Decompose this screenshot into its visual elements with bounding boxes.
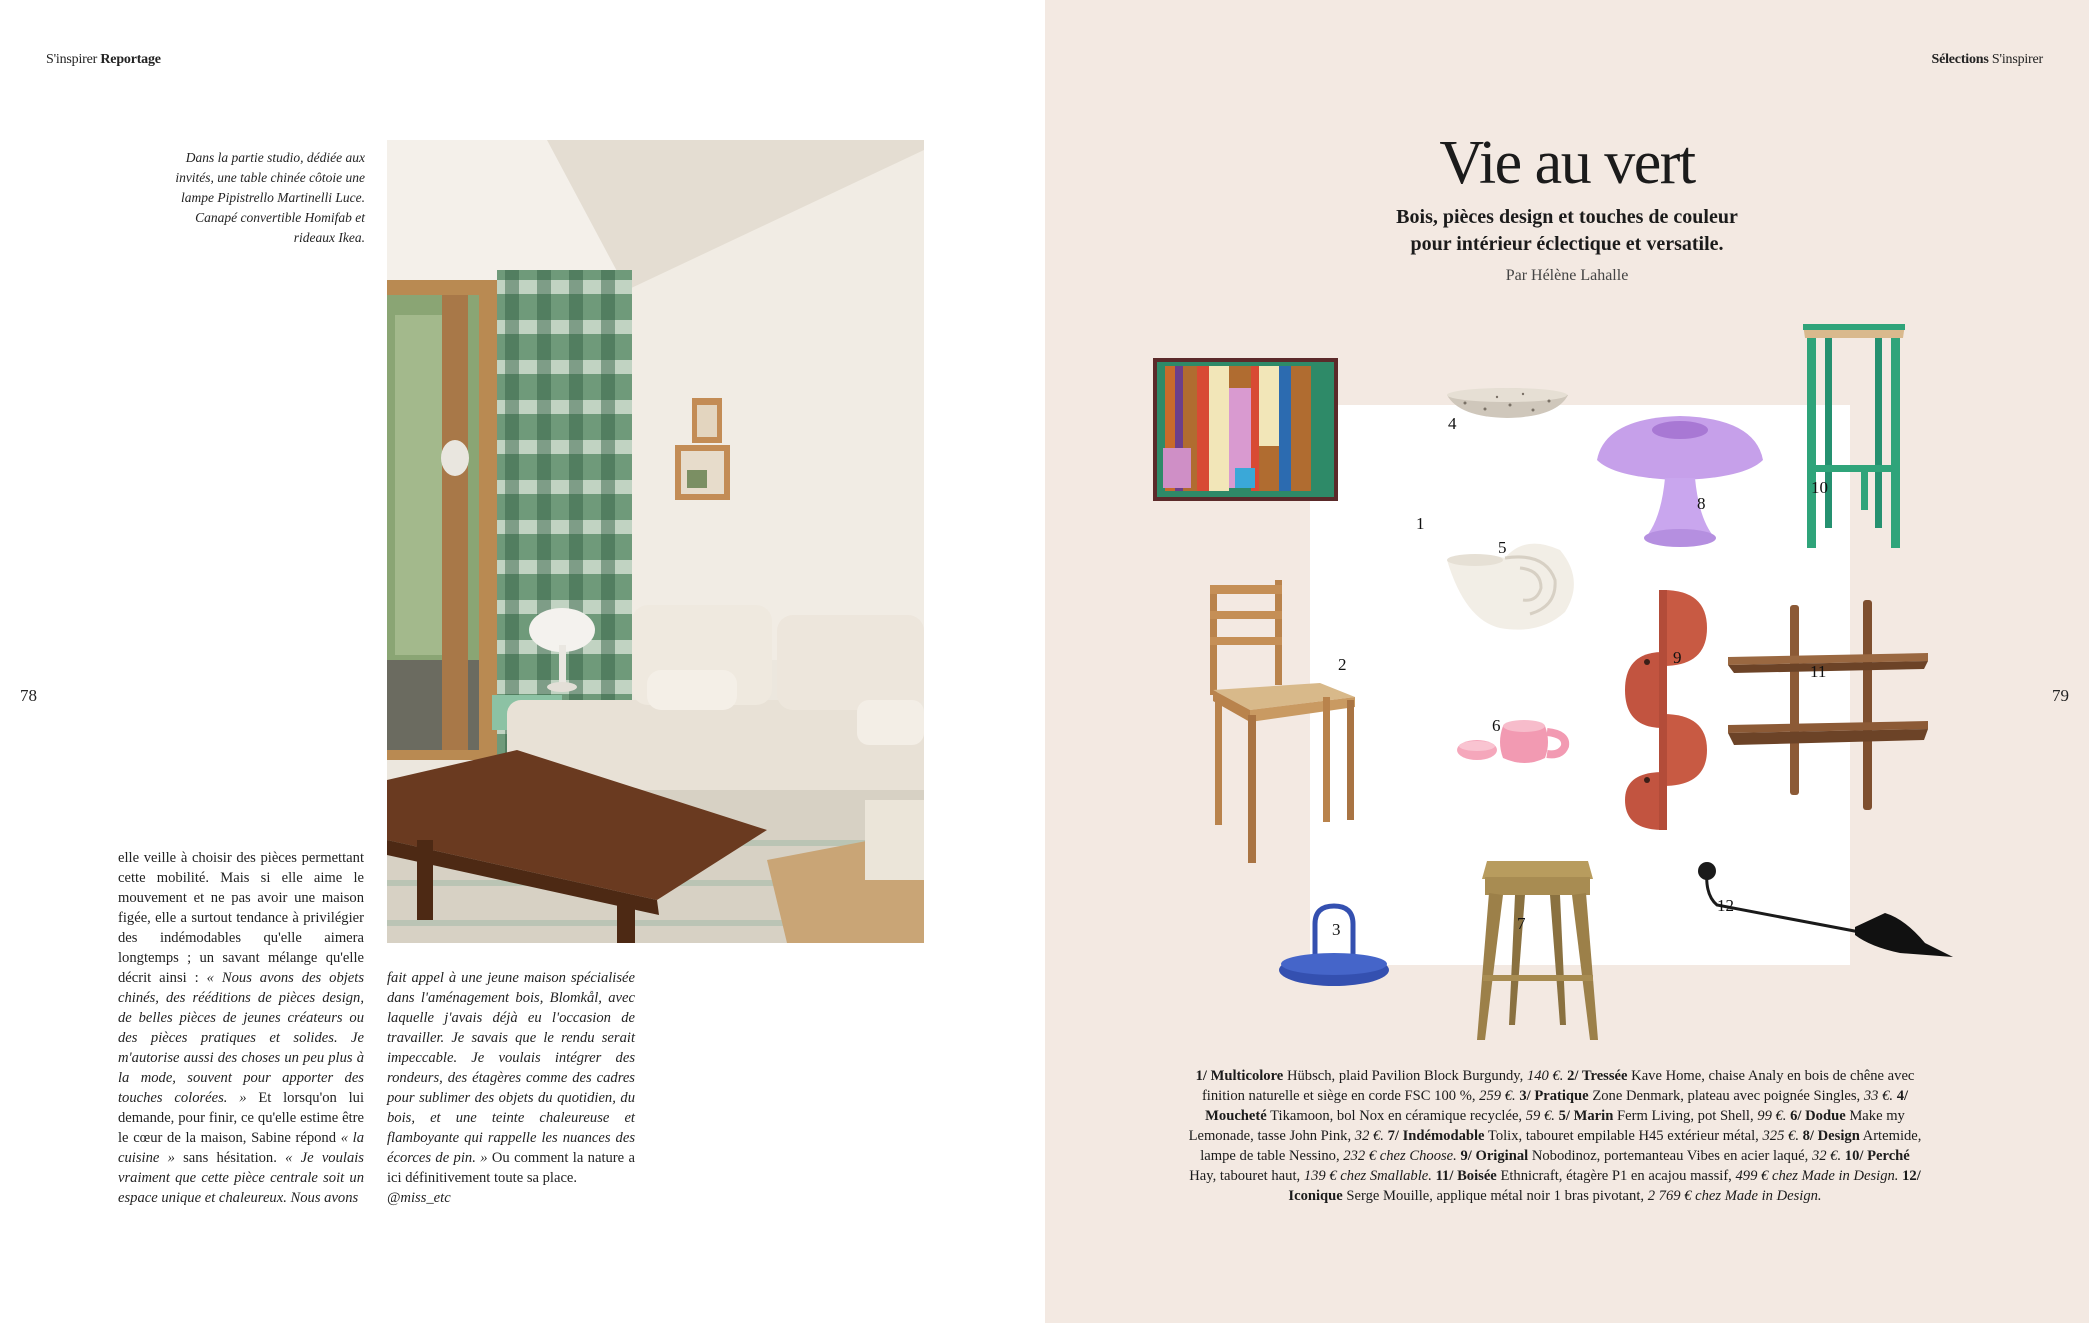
running-head-rubric: Reportage [100,52,161,67]
page-number-left: 78 [20,686,37,705]
right-page [1045,0,2089,1323]
page-subtitle [1045,204,2089,258]
running-head-section-right: S'inspirer [1991,52,2043,67]
product-credits [1185,1066,1925,1206]
subtitle-line-1: Bois, pièces design et touches de couleur [1396,206,1738,228]
col1-text-2: Et lorsqu'on lui demande, pour finir, ce qu'elle estime être le cœur de la maison, Sabine répond [118,1090,364,1146]
credit-11: 11/ Boisée Ethnicraft, étagère P1 en acajou massif, 499 € chez Made in Design. [1435,1168,1899,1184]
credit-5: 5/ Marin Ferm Living, pot Shell, 99 €. [1558,1108,1787,1124]
product-wall-lamp[interactable] [1695,855,1955,970]
product-tray[interactable] [1277,902,1392,999]
page-title: Vie au vert [1439,129,1695,197]
label-4: 4 [1448,414,1457,433]
credit-12: 12/ Iconique Serge Mouille, applique métal noir 1 bras pivotant, 2 769 € chez Made in Design. [1288,1168,1921,1204]
pink-cups-image [1455,712,1580,772]
label-10: 10 [1811,478,1828,497]
coat-rack-image [1625,590,1710,830]
byline: Par Hélène Lahalle [1505,267,1629,284]
living-room-illustration [387,140,924,943]
credit-1: 1/ Multicolore Hübsch, plaid Pavilion Block Burgundy, 140 €. [1195,1068,1564,1084]
running-head-section: S'inspirer [46,52,98,67]
col1-quote-3: « Je voulais vraiment que cette pièce centrale soit un espace unique et chaleureux. Nous avons [118,1150,364,1206]
col2-quote: fait appel à une jeune maison spécialisée dans l'aménagement bois, Blomkål, avec laquelle j'avais déjà eu l'occasion de travailler. Je savais que le rendu serait impeccable. Je voulais intégrer des rondeurs, des étagères comme des cadres pour sublimer des objets du quotidien, du bois, et une teinte chaleureuse et flamboyante qui rappelle les nuances des écorces de pin. » [387,970,635,1166]
green-stool-image [1795,320,1913,552]
credit-8: 8/ Design Artemide, lampe de table Nessino, 232 € chez Choose. [1200,1128,1922,1164]
label-7: 7 [1517,914,1526,933]
credit-4: 4/ Moucheté Tikamoon, bol Nox en céramique recyclée, 59 €. [1205,1088,1909,1124]
wall-sconce-image [1695,855,1955,965]
speckled-bowl-image [1445,385,1570,421]
product-shell-pot[interactable] [1445,540,1580,640]
credit-9: 9/ Original Nobodinoz, portemanteau Vibes en acier laqué, 32 €. [1460,1148,1842,1164]
running-head-rubric-right: Sélections [1931,52,1989,67]
metal-stool-image [1475,855,1600,1045]
product-plaid[interactable] [1153,358,1338,506]
label-12: 12 [1717,896,1734,915]
credit-10: 10/ Perché Hay, tabouret haut, 139 € chez Smallable. [1189,1148,1910,1184]
article-column-1 [118,848,364,1208]
label-3: 3 [1332,920,1341,939]
mushroom-lamp-image [1595,410,1765,550]
product-shelf[interactable] [1728,595,1928,820]
photo-caption: Dans la partie studio, dédiée aux invités, une table chinée côtoie une lampe Pipistrello Martinelli Luce. Canapé convertible Homifab et rideaux Ikea. [175,150,365,245]
rope-chair-image [1205,575,1365,865]
label-6: 6 [1492,716,1501,735]
product-chair[interactable] [1205,575,1365,870]
label-2: 2 [1338,655,1347,674]
credit-7: 7/ Indémodable Tolix, tabouret empilable H45 extérieur métal, 325 €. [1387,1128,1799,1144]
col1-text: elle veille à choisir des pièces permettant cette mobilité. Mais si elle aime le mouvement et ne pas avoir une maison figée, elle a surtout tendance à privilégier des indémodables qu'elle aimera longtemps ; un savant mélange qu'elle décrit ainsi : [118,850,364,986]
credit-3: 3/ Pratique Zone Denmark, plateau avec poignée Singles, 33 €. [1519,1088,1894,1104]
plaid-image [1153,358,1338,501]
subtitle-line-2: pour intérieur éclectique et versatile. [1410,233,1724,255]
label-5: 5 [1498,538,1507,557]
page-number-right: 79 [2052,686,2069,705]
label-9: 9 [1673,648,1682,667]
label-11: 11 [1810,662,1827,681]
running-head-right [1932,52,2044,68]
blue-tray-image [1277,902,1392,994]
product-coat-rack[interactable] [1625,590,1710,835]
credit-6: 6/ Dodue Make my Lemonade, tasse John Pink, 32 €. [1188,1108,1905,1144]
article-column-2 [387,968,635,1208]
shell-pot-image [1445,540,1580,635]
mahogany-shelf-image [1728,595,1928,815]
label-1: 1 [1416,514,1425,533]
running-head-left [46,52,161,68]
col1-quote-1: « Nous avons des objets chinés, des rééditions de pièces design, de belles pièces de jeunes créateurs ou des pièces pratiques et solides. Je m'autorise aussi des choses un peu plus à la mode, souvent pour apporter des touches colorées. » [118,970,365,1106]
product-tolix-stool[interactable] [1475,855,1600,1050]
credit-2: 2/ Tressée Kave Home, chaise Analy en bois de chêne avec finition naturelle et siège en corde FSC 100 %, 259 €. [1201,1068,1915,1104]
product-lamp[interactable] [1595,410,1765,555]
col1-quote-2: « la cuisine » [118,1130,365,1166]
col2-text: Ou comment la nature a ici définitivement toute sa place. [387,1150,635,1186]
label-8: 8 [1697,494,1706,513]
product-bowl[interactable] [1445,385,1570,426]
product-cups[interactable] [1455,712,1580,777]
living-room-photo [387,140,924,943]
col1-text-3: sans hésitation. [183,1150,277,1166]
instagram-handle[interactable]: @miss_etc [387,1190,451,1206]
product-high-stool[interactable] [1795,320,1913,557]
